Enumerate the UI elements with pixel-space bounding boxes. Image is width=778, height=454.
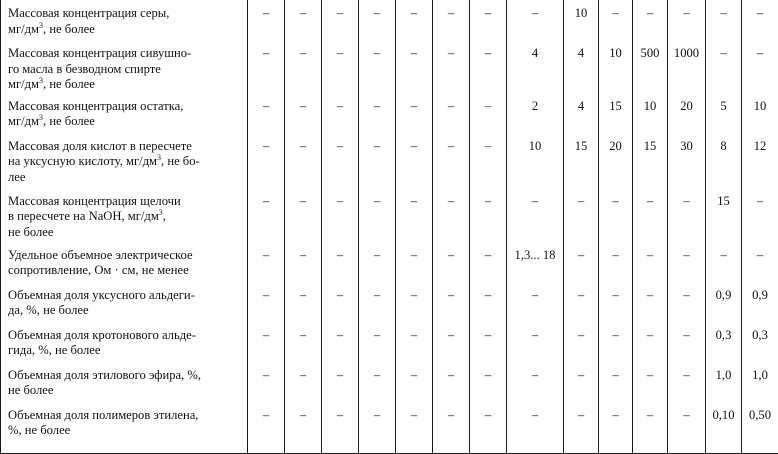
table-cell: – [564,362,599,402]
table-cell: 20 [599,133,633,188]
table-cell: – [396,0,433,40]
table-cell: – [396,188,433,242]
table-cell: – [359,242,396,282]
table-cell: – [285,402,322,454]
row-label [1,93,248,133]
table-cell: – [599,242,633,282]
table-cell: 15 [599,93,633,133]
table-cell: – [322,0,359,40]
table-cell: – [470,93,507,133]
table-row [1,40,778,93]
table-row [1,402,778,454]
row-label-line: Массовая концентрация сивушно- [8,46,243,62]
table-cell: 30 [668,133,706,188]
table-cell: 4 [564,93,599,133]
table-cell: – [564,322,599,362]
table-cell: – [433,0,470,40]
row-label-line: на уксусную кислоту, $мг/дм^3$, не бо- [8,154,243,170]
table-cell: – [668,282,706,322]
row-label-line: Объемная доля уксусного альдеги- [8,288,243,304]
table-cell: – [599,362,633,402]
table-cell: – [742,188,778,242]
table-cell: – [433,93,470,133]
table-cell: 4 [564,40,599,93]
table-cell: – [633,322,668,362]
table-cell: – [706,40,742,93]
table-cell: 2 [507,93,564,133]
table-cell: – [248,0,285,40]
table-cell: – [433,133,470,188]
table-cell: – [742,242,778,282]
table-cell: – [564,242,599,282]
row-label [1,362,248,402]
table-cell: – [633,402,668,454]
row-label [1,133,248,188]
table-cell: – [396,40,433,93]
table-cell: – [668,362,706,402]
table-cell: – [248,282,285,322]
table-cell: – [470,133,507,188]
table-cell: 15 [633,133,668,188]
table-cell: 0,50 [742,402,778,454]
table-cell: – [470,402,507,454]
table-cell: 0,9 [742,282,778,322]
row-label-line: Удельное объемное электрическое [8,248,243,264]
table-cell: – [433,322,470,362]
table-cell: – [359,188,396,242]
table-row [1,133,778,188]
table-cell: – [470,322,507,362]
table-cell: – [248,362,285,402]
table-cell: 15 [706,188,742,242]
table-cell: – [248,133,285,188]
table-cell: – [248,402,285,454]
table-cell: 10 [599,40,633,93]
table-cell: – [322,188,359,242]
table-cell: – [470,0,507,40]
row-label-line: сопротивление, Ом · см, не менее [8,263,243,279]
table-cell: – [599,188,633,242]
table-cell: 1000 [668,40,706,93]
table-cell: – [433,40,470,93]
row-label-line: не более [8,225,243,241]
table-row [1,0,778,40]
table-cell: – [396,93,433,133]
table-cell: – [507,0,564,40]
table-cell: 5 [706,93,742,133]
table-cell: – [248,242,285,282]
row-label-line: лее [8,170,243,186]
table-cell: – [359,282,396,322]
table-cell: – [668,322,706,362]
table-cell: 20 [668,93,706,133]
row-label [1,282,248,322]
table-cell: – [396,242,433,282]
table-cell: – [507,322,564,362]
table-cell: – [706,242,742,282]
table-cell: – [470,188,507,242]
table-cell: 10 [564,0,599,40]
table-cell: 15 [564,133,599,188]
row-label-line: да, %, не более [8,303,243,319]
row-label-line: Массовая концентрация щелочи [8,194,243,210]
table-cell: – [470,282,507,322]
table-cell: – [285,40,322,93]
table-cell: – [285,0,322,40]
table-cell: – [564,282,599,322]
row-label-line: $мг/дм^3$, не более [8,77,243,93]
table-row [1,93,778,133]
table-cell: – [633,0,668,40]
row-label [1,402,248,454]
row-label-line: Объемная доля этилового эфира, %, [8,368,243,384]
table-cell: 1,0 [742,362,778,402]
row-label-line: $мг/дм^3$, не более [8,114,243,130]
table-cell: – [285,188,322,242]
table-cell: – [248,188,285,242]
table-cell: – [322,322,359,362]
table-cell: – [285,133,322,188]
table-cell: 500 [633,40,668,93]
table-cell: – [396,133,433,188]
row-label-line: Массовая концентрация серы, [8,6,243,22]
table-cell: – [359,402,396,454]
table-cell: – [285,242,322,282]
table-cell: – [285,282,322,322]
table-cell: – [599,402,633,454]
table-cell: – [470,40,507,93]
row-label-line: Объемная доля кротонового альде- [8,328,243,344]
table-cell: 1,3... 18 [507,242,564,282]
row-label [1,0,248,40]
table-cell: – [668,0,706,40]
table-cell: – [322,362,359,402]
table-row [1,362,778,402]
row-label-line: Объемная доля полимеров этилена, [8,408,243,424]
table-cell: 10 [507,133,564,188]
row-label-line: гида, %, не более [8,343,243,359]
table-cell: – [359,40,396,93]
row-label [1,188,248,242]
table-cell: – [359,322,396,362]
table-row [1,322,778,362]
table-cell: – [285,93,322,133]
table-cell: – [599,0,633,40]
table-cell: – [322,282,359,322]
table-cell: 0,3 [706,322,742,362]
table-cell: – [248,93,285,133]
table-cell: – [742,40,778,93]
table-cell: – [396,402,433,454]
table-cell: – [633,282,668,322]
table-cell: – [668,188,706,242]
table-cell: – [359,93,396,133]
table-cell: – [742,0,778,40]
table-cell: – [668,402,706,454]
table-cell: – [564,402,599,454]
row-label-line: Массовая доля кислот в пересчете [8,139,243,155]
row-label-line: не более [8,383,243,399]
row-label-line: го масла в безводном спирте [8,62,243,78]
table-cell: – [633,362,668,402]
row-label-line: Массовая концентрация остатка, [8,99,243,115]
table-cell: – [433,242,470,282]
table-cell: 0,9 [706,282,742,322]
table-cell: – [433,402,470,454]
table-cell: – [359,362,396,402]
table-cell: – [322,133,359,188]
table-row [1,282,778,322]
table-row [1,188,778,242]
table-cell: – [359,133,396,188]
table-cell: – [668,242,706,282]
table-cell: – [285,362,322,402]
row-label [1,242,248,282]
table-cell: – [433,282,470,322]
table-cell: – [507,402,564,454]
table-cell: 12 [742,133,778,188]
table-cell: – [248,322,285,362]
table-cell: – [599,282,633,322]
table-cell: 0,3 [742,322,778,362]
table-cell: – [396,322,433,362]
table-cell: – [322,40,359,93]
table-cell: – [564,188,599,242]
table-cell: 10 [742,93,778,133]
table-cell: – [433,362,470,402]
row-label [1,322,248,362]
table-cell: – [248,40,285,93]
table-cell: 10 [633,93,668,133]
table-cell: – [359,0,396,40]
table-cell: – [599,322,633,362]
table-cell: – [396,282,433,322]
table-cell: 8 [706,133,742,188]
table-row [1,242,778,282]
table-cell: – [507,282,564,322]
row-label-line: %, не более [8,423,243,439]
table-cell: 0,10 [706,402,742,454]
table-cell: – [322,242,359,282]
table-cell: 1,0 [706,362,742,402]
table-cell: – [633,188,668,242]
row-label [1,40,248,93]
row-label-line: в пересчете на NaOH, $мг/дм^3$, [8,209,243,225]
table-cell: – [507,362,564,402]
table-cell: – [433,188,470,242]
table-cell: 4 [507,40,564,93]
table-cell: – [507,188,564,242]
table-cell: – [470,242,507,282]
row-label-line: $мг/дм^3$, не более [8,22,243,38]
table-cell: – [706,0,742,40]
table-cell: – [470,362,507,402]
table-cell: – [396,362,433,402]
table-cell: – [285,322,322,362]
table-cell: – [322,402,359,454]
table-cell: – [633,242,668,282]
table-cell: – [322,93,359,133]
